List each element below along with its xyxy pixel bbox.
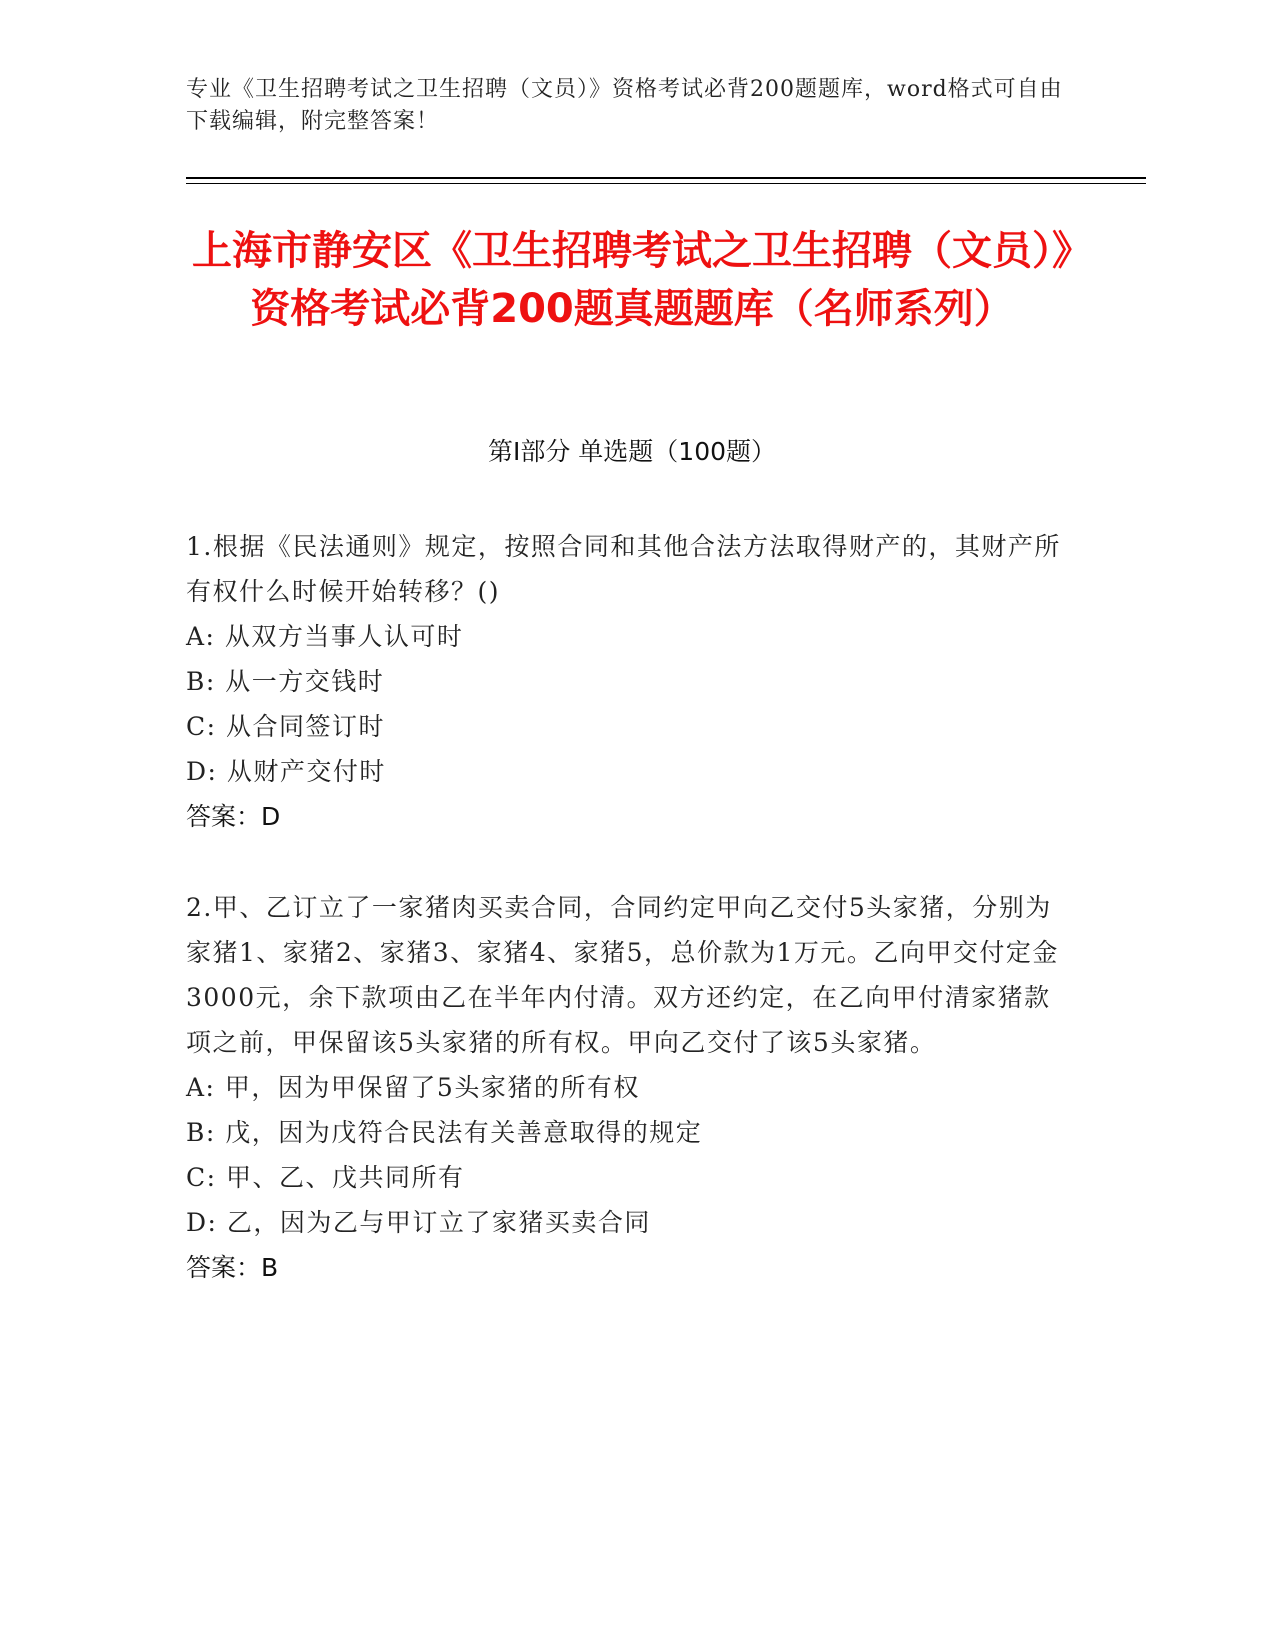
document-title: 上海市静安区《卫生招聘考试之卫生招聘（文员）》资格考试必背200题真题题库（名师系列） [192, 228, 1072, 332]
option-a: A: 从双方当事人认可时 [186, 622, 464, 651]
option-c: C: 甲、乙、戊共同所有 [186, 1163, 465, 1192]
option-d: D: 乙，因为乙与甲订立了家猪买卖合同 [186, 1208, 651, 1237]
question-2 [186, 885, 1066, 1290]
header-note: 专业《卫生招聘考试之卫生招聘（文员）》资格考试必背200题题库，word格式可自由下载编辑，附完整答案！ [186, 77, 1063, 134]
question-stem: 1.根据《民法通则》规定，按照合同和其他合法方法取得财产的，其财产所有权什么时候开始转移？() [186, 532, 1061, 606]
option-a: A: 甲，因为甲保留了5头家猪的所有权 [186, 1073, 640, 1102]
answer: 答案：B [186, 1253, 279, 1282]
section-title: 第Ⅰ部分 单选题（100题） [487, 437, 777, 466]
header-divider-thick [186, 177, 1146, 179]
header-divider-thin [186, 183, 1146, 184]
answer: 答案：D [186, 802, 281, 831]
option-b: B: 从一方交钱时 [186, 667, 385, 696]
option-c: C: 从合同签订时 [186, 712, 385, 741]
question-1 [186, 524, 1066, 839]
option-b: B: 戊，因为戊符合民法有关善意取得的规定 [186, 1118, 703, 1147]
question-stem: 2.甲、乙订立了一家猪肉买卖合同，合同约定甲向乙交付5头家猪，分别为家猪1、家猪2、家猪3、家猪4、家猪5，总价款为1万元。乙向甲交付定金3000元，余下款项由乙在半年内付清。双方还约定，在乙向甲付清家猪款项之前，甲保留该5头家猪的所有权。甲向乙交付了该5头家猪。 [186, 893, 1059, 1057]
option-d: D: 从财产交付时 [186, 757, 386, 786]
